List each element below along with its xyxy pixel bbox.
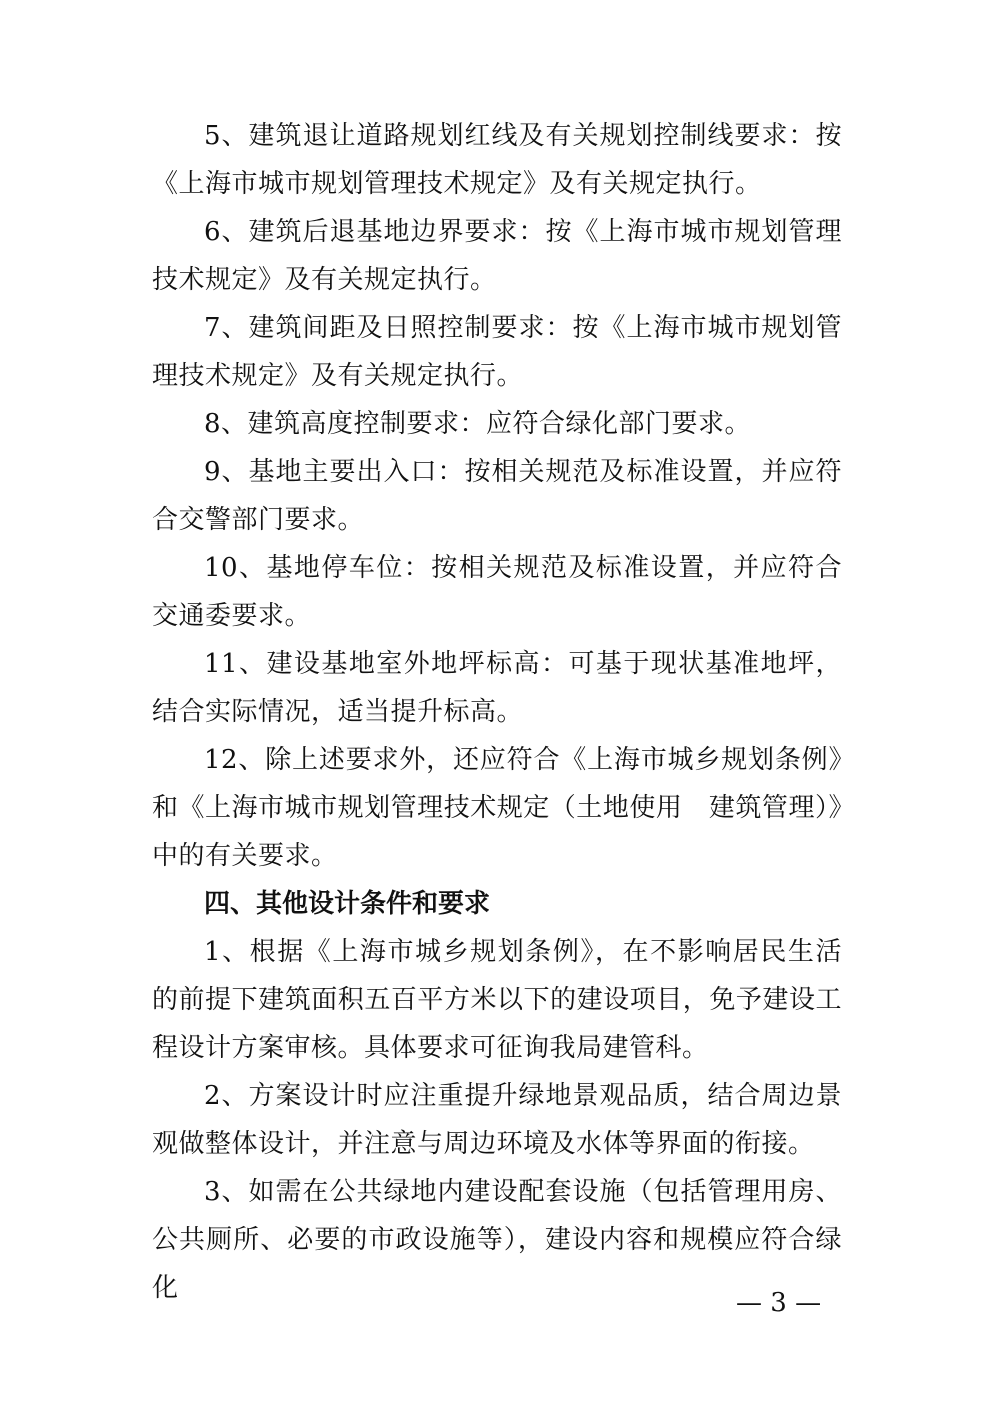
page-number: — 3 —: [736, 1288, 822, 1318]
clause-5: 5、建筑退让道路规划红线及有关规划控制线要求：按《上海市城市规划管理技术规定》及有关规定执行。: [152, 121, 842, 199]
section4-clause-3: 3、如需在公共绿地内建设配套设施（包括管理用房、公共厕所、必要的市政设施等），建设内容和规模应符合绿化: [152, 1177, 842, 1303]
clause-12: 12、除上述要求外，还应符合《上海市城乡规划条例》和《上海市城市规划管理技术规定（土地使用 建筑管理）》中的有关要求。: [152, 745, 842, 871]
clause-8: 8、建筑高度控制要求：应符合绿化部门要求。: [204, 409, 752, 439]
clause-7: 7、建筑间距及日照控制要求：按《上海市城市规划管理技术规定》及有关规定执行。: [152, 313, 842, 391]
clause-11: 11、建设基地室外地坪标高：可基于现状基准地坪，结合实际情况，适当提升标高。: [152, 649, 842, 727]
section4-clause-2: 2、方案设计时应注重提升绿地景观品质，结合周边景观做整体设计，并注意与周边环境及水体等界面的衔接。: [152, 1081, 842, 1159]
clause-9: 9、基地主要出入口：按相关规范及标准设置，并应符合交警部门要求。: [152, 457, 842, 535]
document-body: [152, 112, 842, 1312]
clause-10: 10、基地停车位：按相关规范及标准设置，并应符合交通委要求。: [152, 553, 842, 631]
section4-clause-1: 1、根据《上海市城乡规划条例》，在不影响居民生活的前提下建筑面积五百平方米以下的建设项目，免予建设工程设计方案审核。具体要求可征询我局建管科。: [152, 937, 842, 1063]
clause-6: 6、建筑后退基地边界要求：按《上海市城市规划管理技术规定》及有关规定执行。: [152, 217, 842, 295]
section-heading-4: 四、其他设计条件和要求: [204, 889, 491, 919]
